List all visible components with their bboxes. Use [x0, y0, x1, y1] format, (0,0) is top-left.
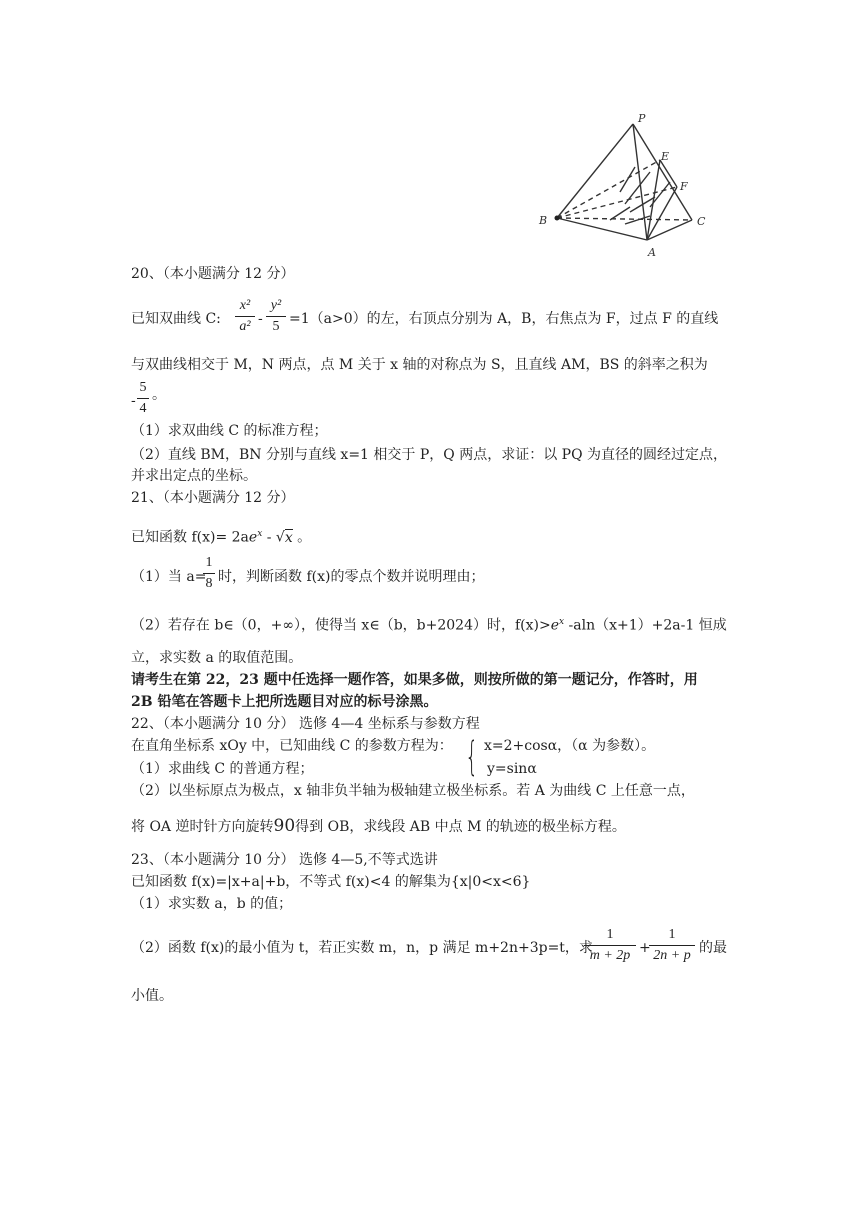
- instruction-note-line2: 2B 铅笔在答题卡上把所选题目对应的标号涂黑。: [131, 694, 438, 710]
- q22-part2a: （2）以坐标原点为极点，x 轴非负半轴为极轴建立极坐标系。若 A 为曲线 C 上任意一点，: [131, 783, 695, 799]
- q22-part2b-suffix: 得到 OB，求线段 AB 中点 M 的轨迹的极坐标方程。: [295, 819, 626, 835]
- q20-header: 20、（本小题满分 12 分）: [131, 266, 295, 282]
- q20-frac2-den: 5: [272, 319, 280, 334]
- q22-eq1: x=2+cosα: [484, 738, 558, 754]
- q21-func-sup: x: [257, 529, 263, 539]
- q20-frac1-num: x²: [239, 298, 251, 313]
- q21-func-e: e: [248, 529, 258, 546]
- q20-minus: -: [258, 311, 263, 327]
- q20-frac2-num: y²: [270, 298, 282, 313]
- q23-plus: +: [639, 940, 651, 956]
- q20-frac3-den: 4: [139, 401, 147, 416]
- q21-func-prefix: 已知函数 f(x)= 2a: [131, 529, 249, 546]
- q20-period: 。: [152, 387, 166, 403]
- q22-part2b-prefix: 将 OA 逆时针方向旋转: [131, 819, 274, 835]
- q21-func-end: 。: [292, 529, 312, 546]
- q21-func-mid: -: [262, 529, 276, 546]
- q22-eq1-suffix: ，（α 为参数）。: [557, 738, 656, 754]
- q21-part2: [131, 612, 727, 636]
- q20-intro-suffix: =1（a>0）的左，右顶点分别为 A，B，右焦点为 F，过点 F 的直线: [289, 311, 719, 327]
- q21-func-root: √: [275, 529, 285, 546]
- q22-part1: （1）求曲线 C 的普通方程；: [131, 761, 314, 777]
- q21-part2-cont: 立，求实数 a 的取值范围。: [131, 650, 303, 666]
- q22-eq1-line: [484, 736, 655, 756]
- q23-frac1-den: m + 2p: [589, 948, 631, 963]
- q23-part2-cont: 小值。: [131, 988, 173, 1004]
- q21-part2-e: e: [550, 617, 560, 634]
- q23-part1: （1）求实数 a，b 的值；: [131, 896, 293, 912]
- q20-part2a: （2）直线 BM，BN 分别与直线 x=1 相交于 P，Q 两点，求证：以 PQ 为直径的圆经过定点，: [131, 447, 727, 463]
- q22-part2b-num: 90: [273, 816, 296, 836]
- q20-line2: 与双曲线相交于 M，N 两点，点 M 关于 x 轴的对称点为 S，且直线 AM，BS 的斜率之积为: [131, 357, 708, 373]
- tetrahedron-figure: [530, 112, 715, 262]
- q20-part2b: 并求出定点的坐标。: [131, 468, 257, 484]
- q22-brace: {: [465, 734, 479, 780]
- q21-func: [131, 524, 311, 548]
- q20-fraction-y: [266, 296, 286, 337]
- q23-header: 23、（本小题满分 10 分） 选修 4—5,不等式选讲: [131, 852, 438, 868]
- q21-header: 21、（本小题满分 12 分）: [131, 490, 295, 506]
- q23-frac1-num: 1: [606, 927, 614, 942]
- label-c: C: [697, 215, 706, 228]
- q23-frac2-num: 1: [668, 927, 676, 942]
- q21-part2-suffix: -aln（x+1）+2a-1 恒成: [564, 617, 727, 634]
- q21-part2-prefix: （2）若存在 b∈（0，+∞），使得当 x∈（b，b+2024）时，f(x)>: [131, 617, 551, 634]
- label-p: P: [638, 112, 646, 125]
- q21-fraction: [203, 553, 215, 594]
- q21-part2-sup: x: [559, 617, 565, 627]
- q23-intro: 已知函数 f(x)=|x+a|+b，不等式 f(x)<4 的解集为{x|0<x<6}: [131, 874, 531, 890]
- q21-func-x: x: [284, 529, 293, 546]
- label-f: F: [680, 180, 688, 193]
- q20-frac1-den: a²: [239, 319, 251, 334]
- q21-frac-num: 1: [205, 555, 213, 570]
- q22-part2b: [131, 816, 626, 837]
- q23-part2-prefix: （2）函数 f(x)的最小值为 t，若正实数 m，n，p 满足 m+2n+3p=t，求: [131, 940, 593, 956]
- label-e: E: [661, 150, 670, 163]
- q23-fraction-1: [584, 925, 636, 966]
- q20-neg: -: [131, 393, 136, 409]
- q20-frac3-num: 5: [139, 380, 147, 395]
- q21-part1-prefix: （1）当 a=: [131, 569, 207, 585]
- q22-header: 22、（本小题满分 10 分） 选修 4—4 坐标系与参数方程: [131, 716, 480, 732]
- label-b: B: [539, 214, 548, 227]
- q23-fraction-2: [649, 925, 695, 966]
- instruction-note-line1: 请考生在第 22，23 题中任选择一题作答，如果多做，则按所做的第一题记分，作答时，用: [131, 672, 698, 688]
- q22-intro: 在直角坐标系 xOy 中，已知曲线 C 的参数方程为：: [131, 738, 453, 754]
- q21-part1-suffix: 时，判断函数 f(x)的零点个数并说明理由；: [218, 569, 485, 585]
- q23-part2-suffix: 的最: [699, 940, 727, 956]
- q23-frac2-den: 2n + p: [653, 948, 691, 963]
- q20-fraction-x: [235, 296, 255, 337]
- q21-frac-den: 8: [205, 576, 213, 591]
- q20-intro-prefix: 已知双曲线 C:: [131, 311, 221, 327]
- q22-eq2: y=sinα: [487, 761, 537, 777]
- label-a: A: [648, 246, 656, 259]
- q20-part1: （1）求双曲线 C 的标准方程；: [131, 423, 328, 439]
- q20-fraction-slope: [137, 378, 149, 419]
